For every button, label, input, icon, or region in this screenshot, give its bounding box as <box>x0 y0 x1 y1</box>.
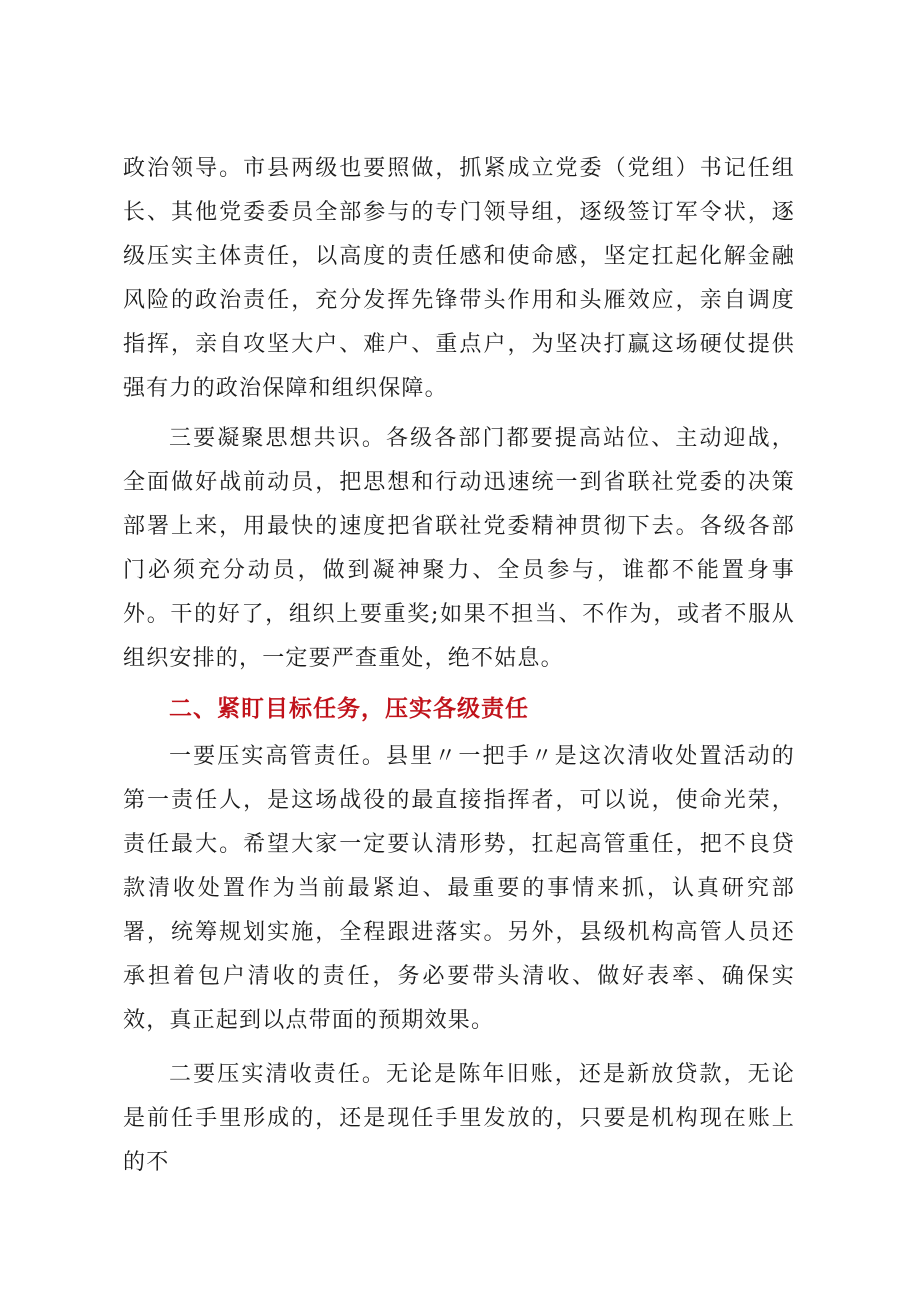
paragraph-political-leadership: 政治领导。市县两级也要照做，抓紧成立党委（党组）书记任组长、其他党委委员全部参与的专门领导组，逐级签订军令状，逐级压实主体责任，以高度的责任感和使命感，坚定扛起化解金融风险的政治责任，充分发挥先锋带头作用和头雁效应，亲自调度指挥，亲自攻坚大户、难户、重点户，为坚决打赢这场硬仗提供强有力的政治保障和组织保障。 <box>123 156 795 401</box>
section-heading: 二、紧盯目标任务，压实各级责任 <box>169 696 529 722</box>
paragraph-collection-responsibility: 二要压实清收责任。无论是陈年旧账，还是新放贷款，无论是前任手里形成的，还是现任手里发放的，只要是机构现在账上的不 <box>123 1062 795 1175</box>
document-body <box>123 147 795 1195</box>
paragraph-executive-responsibility: 一要压实高管责任。县里〃一把手〃是这次清收处置活动的第一责任人，是这场战役的最直接指挥者，可以说，使命光荣，责任最大。希望大家一定要认清形势，扛起高管重任，把不良贷款清收处置作为当前最紧迫、最重要的事情来抓，认真研究部署，统筹规划实施，全程跟进落实。另外，县级机构高管人员还承担着包户清收的责任，务必要带头清收、做好表率、确保实效，真正起到以点带面的预期效果。 <box>123 744 795 1033</box>
paragraph-consensus: 三要凝聚思想共识。各级各部门都要提高站位、主动迎战，全面做好战前动员，把思想和行动迅速统一到省联社党委的决策部署上来，用最快的速度把省联社党委精神贯彻下去。各级各部门必须充分动员，做到凝神聚力、全员参与，谁都不能置身事外。干的好了，组织上要重奖;如果不担当、不作为，或者不服从组织安排的，一定要严查重处，绝不姑息。 <box>123 426 795 671</box>
